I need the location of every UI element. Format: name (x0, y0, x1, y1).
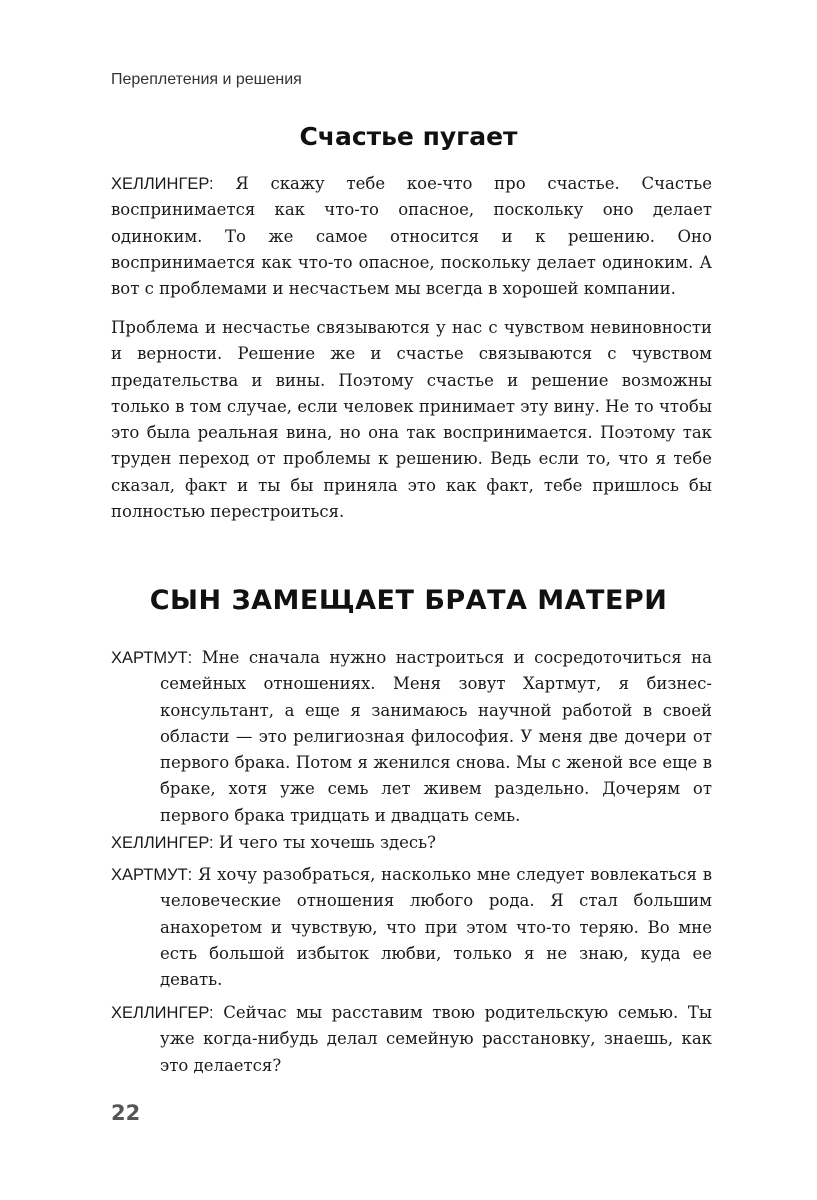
dialogue-entry (111, 830, 712, 856)
dialogue-text: И чего ты хочешь здесь? (218, 833, 436, 852)
section-heading-happiness: Счастье пугает (299, 122, 518, 151)
section-heading-son: СЫН ЗАМЕЩАЕТ БРАТА МАТЕРИ (149, 585, 668, 616)
running-head: Переплетения и решения (111, 71, 302, 88)
dialogue-entry (111, 1000, 712, 1079)
dialogue-entry (111, 645, 712, 829)
paragraph-2: Проблема и несчастье связываются у нас с чувством невиновности и верности. Решение же и счастье связываются с чувством предательства и вины. Поэтому счастье и решение возможны только в том случае, если человек принимает эту вину. Не то чтобы это была реальная вина, но она так воспринимается. Поэтому так труден переход от проблемы к решению. Ведь если то, что я тебе сказал, факт и ты бы приняла это как факт, тебе пришлось бы полностью перестроиться. (111, 318, 712, 522)
page-number: 22 (111, 1101, 141, 1125)
speaker-label: ХЕЛЛИНГЕР: (111, 1004, 214, 1022)
dialogue-text: Сейчас мы расставим твою родительскую семью. Ты уже когда-нибудь делал семейную расстановку, знаешь, как это делается? (160, 1003, 712, 1075)
speaker-label: ХАРТМУТ: (111, 649, 193, 667)
speaker-label: ХЕЛЛИНГЕР: (111, 834, 214, 852)
dialogue-text: Мне сначала нужно настроиться и сосредоточиться на семейных отношениях. Меня зовут Хартмут, я бизнес-консультант, а еще я занимаюсь научной работой в своей области — это религиозная философия. У меня две дочери от первого брака. Потом я женился снова. Мы с женой все еще в браке, хотя уже семь лет живем раздельно. Дочерям от первого брака тридцать и двадцать семь. (160, 648, 712, 825)
speaker-label: ХАРТМУТ: (111, 866, 193, 884)
paragraph-1-text: Я скажу тебе кое-что про счастье. Счастье воспринимается как что-то опасное, поскольку оно делает одиноким. То же самое относится и к решению. Оно воспринимается как что-то опасное, поскольку делает одиноким. А вот с проблемами и несчастьем мы всегда в хорошей компании. (111, 174, 712, 299)
speaker-label: ХЕЛЛИНГЕР: (111, 175, 214, 193)
dialogue-entry (111, 862, 712, 993)
dialogue-text: Я хочу разобраться, насколько мне следует вовлекаться в человеческие отношения любого рода. Я стал большим анахоретом и чувствую, что при этом что-то теряю. Во мне есть большой избыток любви, только я не знаю, куда ее девать. (160, 865, 713, 990)
paragraph-1 (111, 171, 712, 302)
